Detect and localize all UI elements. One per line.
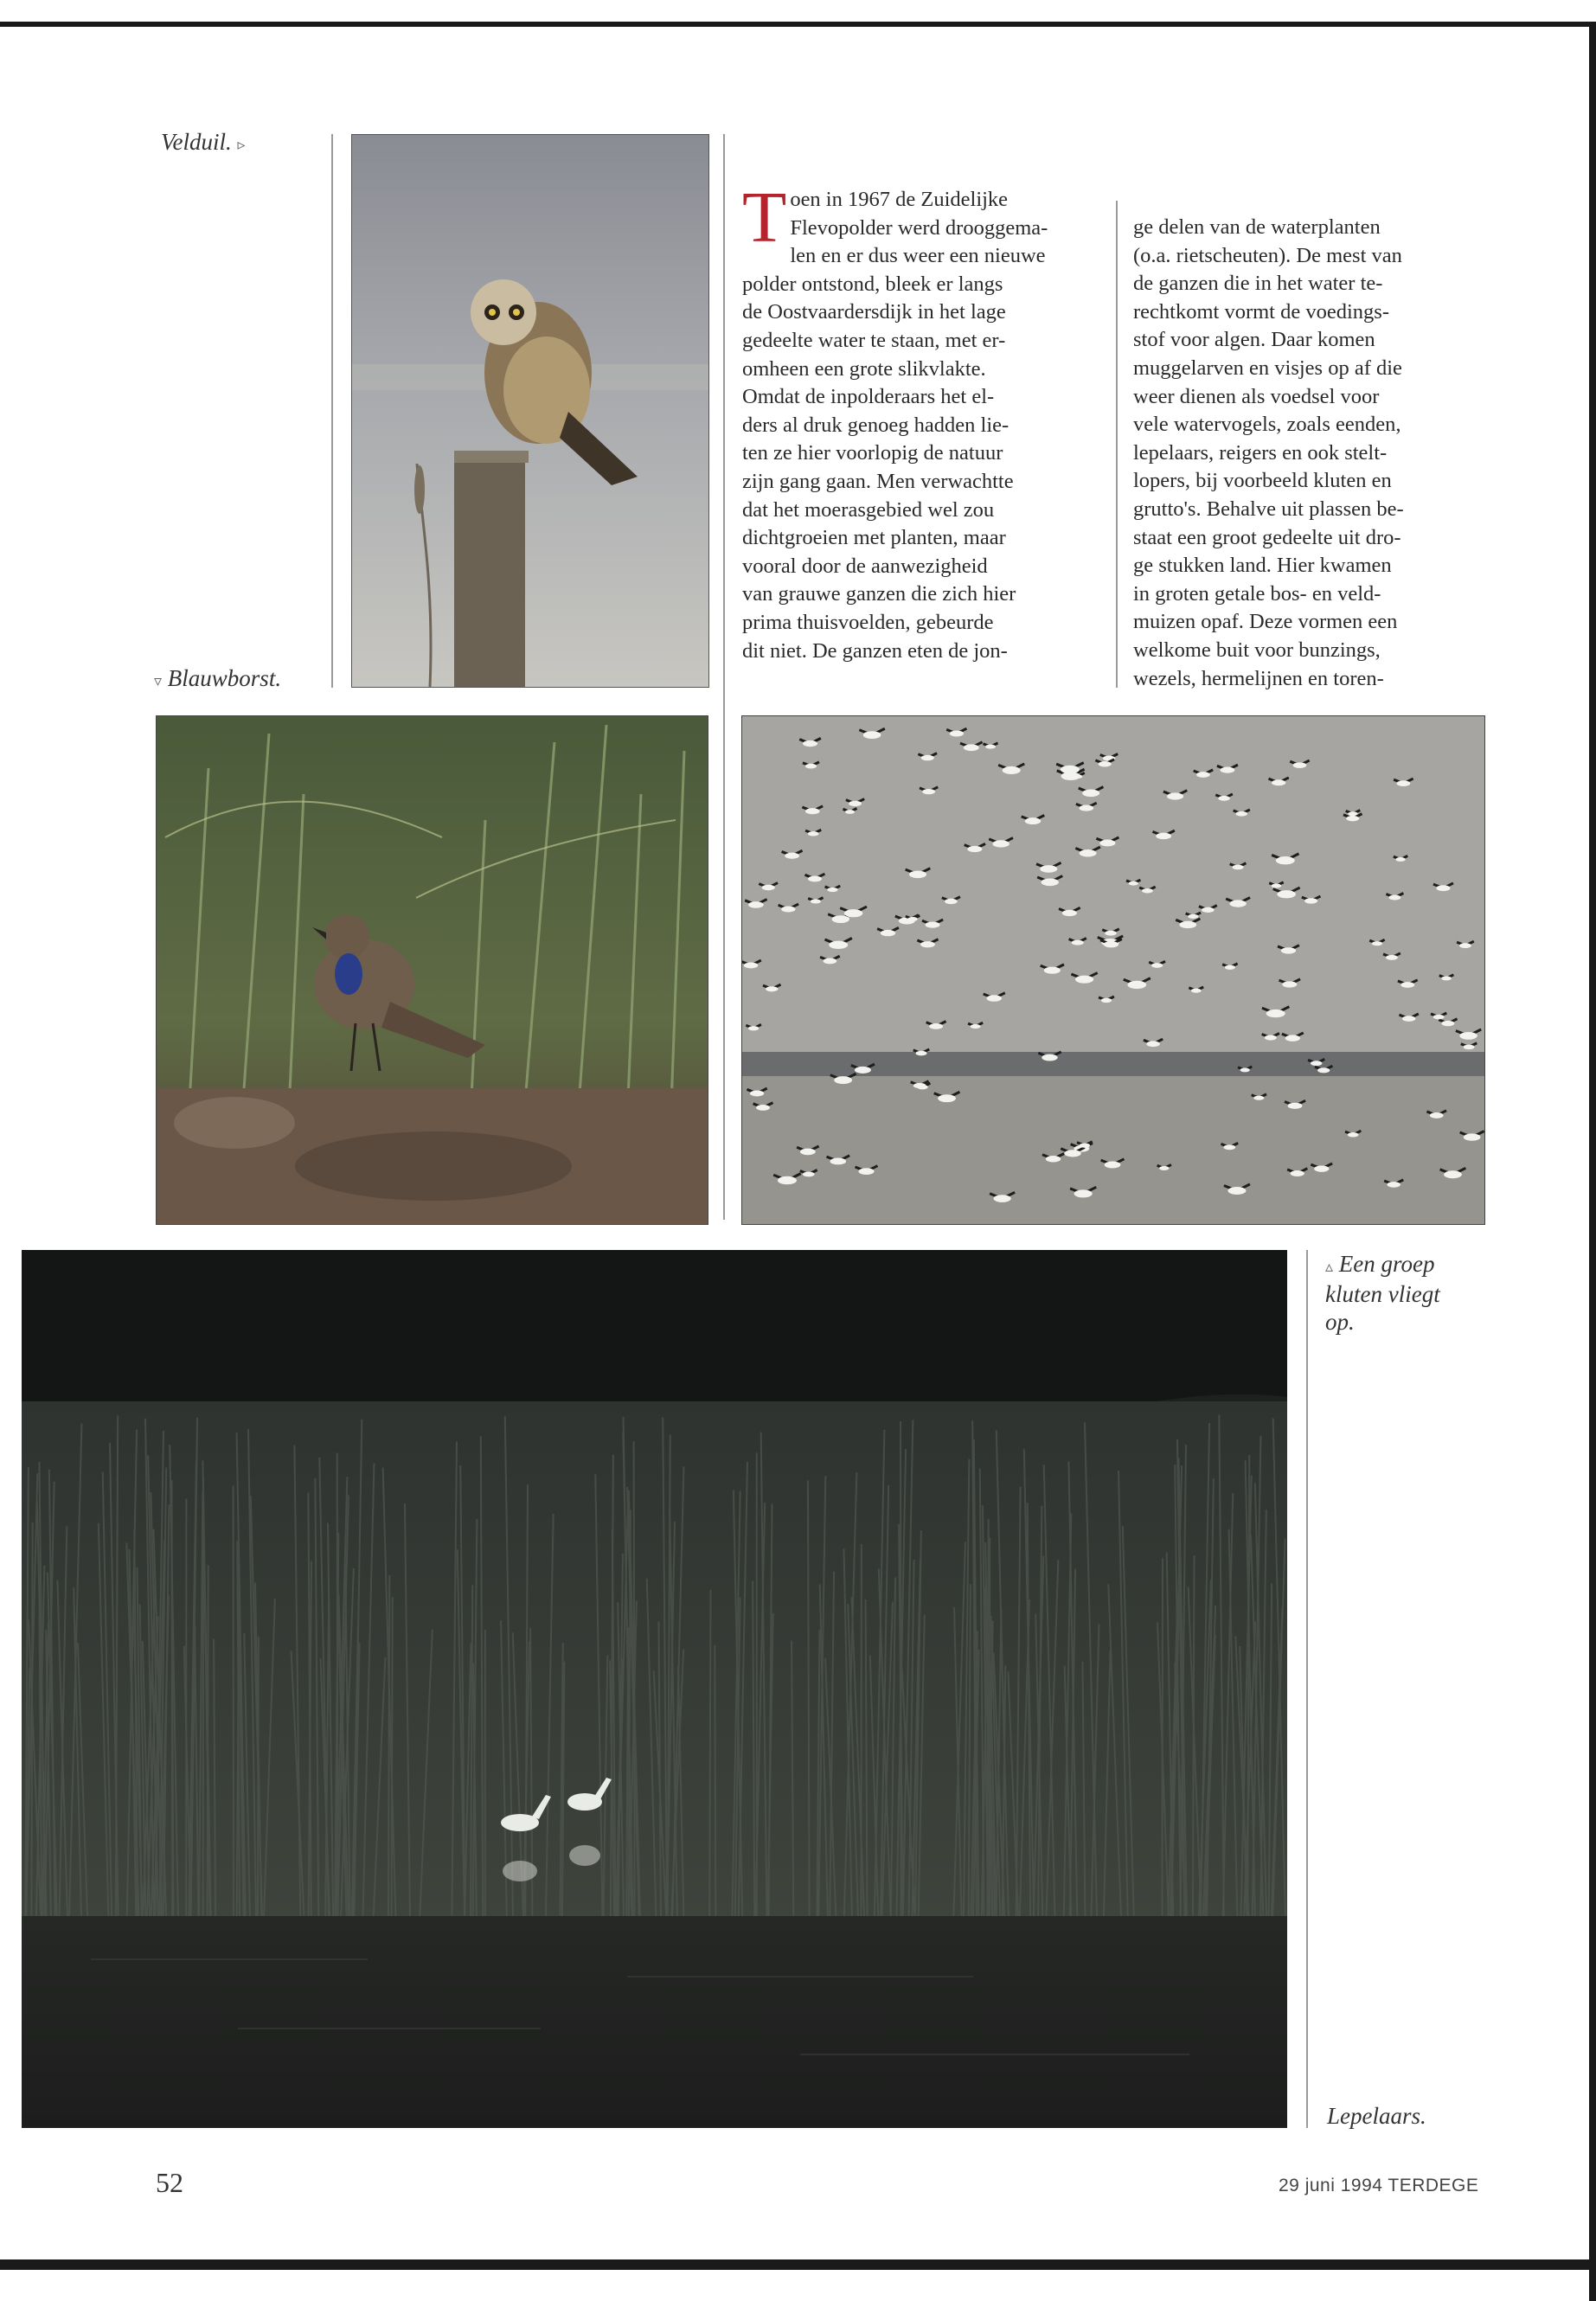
- triangle-down-icon: ▿: [154, 672, 163, 689]
- column-rule-right: [1306, 1250, 1308, 2128]
- reed-stalk: [709, 1590, 710, 1916]
- caption-kluten: ▵ Een groep kluten vliegt op.: [1325, 1251, 1440, 1335]
- triangle-right-icon: ▹: [237, 136, 246, 153]
- scan-frame-bottom: [0, 2259, 1596, 2270]
- drop-cap: T: [742, 177, 787, 258]
- article-column-1: T oen in 1967 de Zuidelijke Flevopolder werd drooggema- len en er dus weer een nieuwe polder ontstond, bleek er langs de Oostvaardersdijk in het lage gedeelte water te staan, met er- omheen een grote slikvlakte. Omdat de inpolderaars het el- ders al druk genoeg hadden lie- ten ze hier voorlopig de natuur zijn gang gaan. Men verwachtte dat het moerasgebied wel zou dichtgroeien met planten, maar vooral door de aanwezigheid van grauwe ganzen die zich hier prima thuisvoelden, gebeurde dit niet. De ganzen eten de jon-: [742, 177, 1048, 663]
- caption-lepelaars: Lepelaars.: [1327, 2103, 1426, 2129]
- photo-velduil: [351, 134, 709, 688]
- triangle-up-icon: ▵: [1325, 1258, 1334, 1275]
- scan-frame-right: [1589, 22, 1596, 2301]
- issue-line: 29 juni 1994 TERDEGE: [1279, 2176, 1479, 2195]
- photo-kluten: [741, 715, 1485, 1225]
- caption-velduil: Velduil. ▹: [161, 129, 246, 155]
- reed-stalk: [31, 1522, 32, 1916]
- reed-stalk: [388, 1575, 389, 1916]
- page-number: 52: [156, 2167, 183, 2198]
- photo-blauwborst: [156, 715, 708, 1225]
- article-column-2: ge delen van de waterplanten (o.a. rietscheuten). De mest van de ganzen die in het water te- rechtkomt vormt de voedings- stof voor algen. Daar komen muggelarven en visjes op af die weer dienen als voedsel voor vele watervogels, zoals eenden, lepelaars, reigers en ook stelt- lopers, bij voorbeeld kluten en grutto's. Behalve uit plassen be- staat een groot gedeelte uit dro- ge stukken land. Hier kwamen in groten getale bos- en veld- muizen opaf. Deze vormen een welkome buit voor bunzings, wezels, hermelijnen en toren-: [1133, 215, 1404, 690]
- caption-blauwborst: ▿ Blauwborst.: [154, 665, 282, 691]
- scan-frame-top: [0, 22, 1596, 27]
- column-rule-text: [1116, 201, 1118, 688]
- column-rule-left: [331, 134, 333, 688]
- photo-lepelaars: [22, 1250, 1287, 2128]
- column-rule-center: [723, 134, 725, 1220]
